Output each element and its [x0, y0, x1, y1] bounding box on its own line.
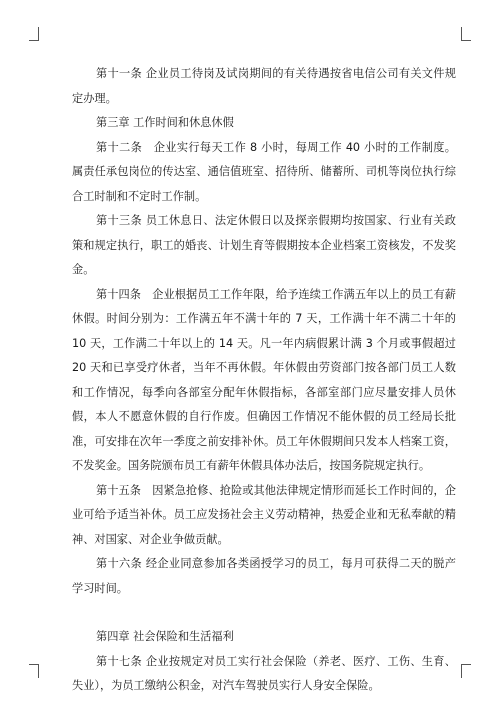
- document-page: [72, 62, 456, 699]
- chapter-3-heading: 第三章 工作时间和休息休假: [96, 116, 234, 129]
- crop-mark-bottom-left: [29, 664, 39, 678]
- article-12: 第十二条 企业实行每天工作 8 小时，每周工作 40 小时的工作制度。属责任承包岗位的传达室、通信值班室、招待所、储蓄所、司机等岗位执行综合工时制和不定时工作制。: [72, 140, 456, 203]
- article-15: 第十五条 因紧急抢修、抢险或其他法律规定情形而延长工作时间的，企业可给予适当补休。员工应发扬社会主义劳动精神，热爱企业和无私奉献的精神、对国家、对企业争做贡献。: [72, 483, 456, 546]
- chapter-4-heading: 第四章 社会保险和生活福利: [96, 630, 234, 643]
- article-14: 第十四条 企业根据员工工作年限，给予连续工作满五年以上的员工有薪休假。时间分别为：工作满五年不满十年的 7 天，工作满十年不满二十年的 10 天，工作满二十年以上的 14 天。凡一年内病假累计满 3 个月或事假超过 20 天和已享受疗休者，当年不再休假。年休假由劳资部门按各部门员工人数和工作情况，每季向各部室分配年休假指标，各部室部门应尽量安排人员休假，本人不愿意休假的自行作废。但确因工作情况不能休假的员工经局长批准，可安排在次年一季度之前安排补休。员工年休假期间只发本人档案工资，不发奖金。国务院颁布员工有薪年休假具体办法后，按国务院规定执行。: [72, 287, 456, 472]
- crop-mark-top-left: [29, 27, 39, 41]
- article-17: 第十七条 企业按规定对员工实行社会保险（养老、医疗、工伤、生育、失业），为员工缴纳公积金，对汽车驾驶员实行人身安全保险。: [72, 654, 456, 692]
- crop-mark-bottom-right: [461, 664, 471, 678]
- article-13: 第十三条 员工休息日、法定休假日以及探亲假期均按国家、行业有关政策和规定执行，职工的婚丧、计划生育等假期按本企业档案工资核发，不发奖金。: [72, 214, 456, 276]
- article-11: 第十一条 企业员工待岗及试岗期间的有关待遇按省电信公司有关文件规定办理。: [72, 67, 456, 105]
- crop-mark-top-right: [461, 27, 471, 41]
- article-16: 第十六条 经企业同意参加各类函授学习的员工，每月可获得二天的脱产学习时间。: [72, 557, 456, 595]
